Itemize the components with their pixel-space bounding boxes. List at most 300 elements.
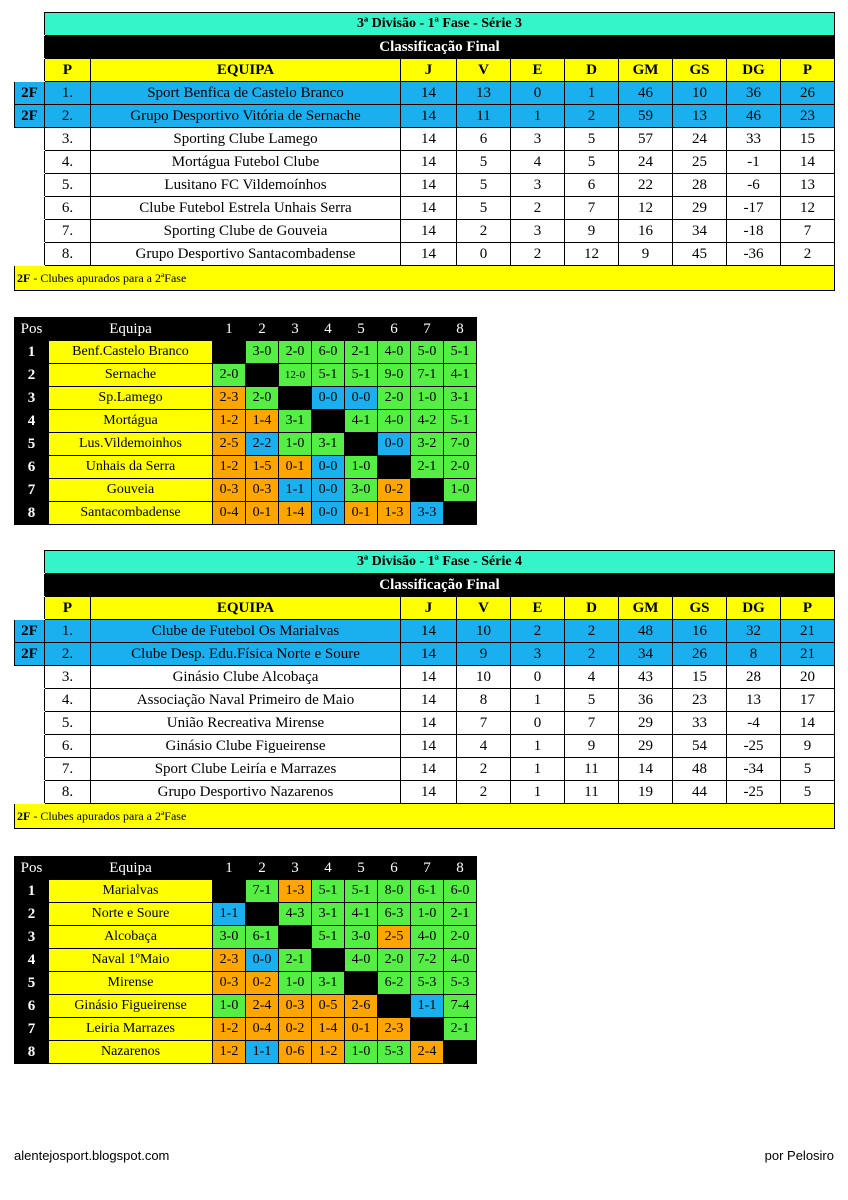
matrix-team: Mortágua: [49, 410, 213, 433]
matrix-result-cell: 4-0: [345, 949, 378, 972]
matrix-result-cell: 2-4: [411, 1041, 444, 1064]
matrix-result-cell: 3-1: [444, 387, 477, 410]
cell-j: 14: [401, 220, 457, 243]
cell-dg: -1: [727, 151, 781, 174]
cell-pos: 6.: [45, 197, 91, 220]
cell-v: 13: [457, 82, 511, 105]
cell-team: Sport Benfica de Castelo Branco: [91, 82, 401, 105]
matrix-result-cell: 0-0: [312, 479, 345, 502]
matrix-row: [15, 410, 477, 433]
cell-gm: 19: [619, 781, 673, 804]
cell-gm: 34: [619, 643, 673, 666]
standings-row: [15, 620, 835, 643]
matrix-result-cell: 0-3: [213, 479, 246, 502]
matrix-col-header: 7: [411, 857, 444, 880]
matrix-team: Alcobaça: [49, 926, 213, 949]
matrix-result-cell: 2-0: [279, 341, 312, 364]
cell-team: Mortágua Futebol Clube: [91, 151, 401, 174]
matrix-row: [15, 479, 477, 502]
cell-d: 2: [565, 643, 619, 666]
matrix-team: Sernache: [49, 364, 213, 387]
cell-pos: 8.: [45, 781, 91, 804]
matrix-result-cell: 6-1: [246, 926, 279, 949]
cell-team: União Recreativa Mirense: [91, 712, 401, 735]
cell-e: 1: [511, 689, 565, 712]
cell-e: 1: [511, 781, 565, 804]
matrix-result-cell: 3-0: [345, 926, 378, 949]
footer-site-link[interactable]: alentejosport.blogspot.com: [14, 1148, 170, 1163]
matrix-result-cell: 1-3: [279, 880, 312, 903]
matrix-result-cell: 3-0: [213, 926, 246, 949]
cell-j: 14: [401, 197, 457, 220]
cell-p: 14: [781, 151, 835, 174]
matrix-self-cell: [378, 456, 411, 479]
cell-d: 9: [565, 735, 619, 758]
cell-team: Lusitano FC Vildemoínhos: [91, 174, 401, 197]
cell-dg: -17: [727, 197, 781, 220]
cell-j: 14: [401, 781, 457, 804]
cell-pos: 8.: [45, 243, 91, 266]
serie4-subtitle: Classificação Final: [45, 574, 835, 597]
matrix-col-header: 6: [378, 857, 411, 880]
matrix-result-cell: 0-2: [378, 479, 411, 502]
matrix-result-cell: 2-1: [444, 1018, 477, 1041]
cell-j: 14: [401, 689, 457, 712]
cell-v: 11: [457, 105, 511, 128]
cell-p: 14: [781, 712, 835, 735]
cell-gs: 33: [673, 712, 727, 735]
matrix-result-cell: 1-4: [312, 1018, 345, 1041]
cell-v: 2: [457, 781, 511, 804]
cell-v: 9: [457, 643, 511, 666]
matrix-pos: 1: [15, 341, 49, 364]
cell-v: 0: [457, 243, 511, 266]
matrix-team: Norte e Soure: [49, 903, 213, 926]
matrix-team: Leiria Marrazes: [49, 1018, 213, 1041]
col-header: GS: [673, 59, 727, 82]
cell-p: 17: [781, 689, 835, 712]
matrix-result-cell: 3-1: [279, 410, 312, 433]
matrix-result-cell: 1-4: [279, 502, 312, 525]
matrix-result-cell: 1-1: [213, 903, 246, 926]
matrix-result-cell: 6-1: [411, 880, 444, 903]
cell-p: 13: [781, 174, 835, 197]
matrix-result-cell: 4-0: [378, 341, 411, 364]
matrix-row: [15, 903, 477, 926]
cell-p: 23: [781, 105, 835, 128]
matrix-result-cell: 0-3: [213, 972, 246, 995]
cell-p: 9: [781, 735, 835, 758]
qualified-tag: [15, 666, 45, 689]
matrix-result-cell: 1-1: [279, 479, 312, 502]
cell-e: 0: [511, 666, 565, 689]
matrix-result-cell: 0-2: [246, 972, 279, 995]
matrix-result-cell: 3-1: [312, 433, 345, 456]
cell-v: 6: [457, 128, 511, 151]
cell-gs: 54: [673, 735, 727, 758]
cell-team: Sporting Clube de Gouveia: [91, 220, 401, 243]
matrix-result-cell: 5-1: [312, 880, 345, 903]
matrix-row: [15, 949, 477, 972]
cell-e: 1: [511, 758, 565, 781]
cell-gm: 22: [619, 174, 673, 197]
cell-v: 2: [457, 220, 511, 243]
matrix-result-cell: 0-0: [312, 387, 345, 410]
matrix-result-cell: 2-0: [246, 387, 279, 410]
matrix-result-cell: 0-1: [345, 502, 378, 525]
matrix-col-header: 3: [279, 857, 312, 880]
matrix-result-cell: 0-4: [213, 502, 246, 525]
matrix-result-cell: 2-3: [213, 387, 246, 410]
cell-p: 12: [781, 197, 835, 220]
cell-pos: 4.: [45, 689, 91, 712]
matrix-result-cell: 5-1: [312, 926, 345, 949]
standings-row: [15, 197, 835, 220]
col-header: GS: [673, 597, 727, 620]
matrix-result-cell: 3-2: [411, 433, 444, 456]
matrix-pos: 4: [15, 410, 49, 433]
cell-dg: -36: [727, 243, 781, 266]
matrix-col-header: 4: [312, 857, 345, 880]
matrix-result-cell: 9-0: [378, 364, 411, 387]
cell-dg: -25: [727, 781, 781, 804]
matrix-result-cell: 0-5: [312, 995, 345, 1018]
qualified-tag: [15, 174, 45, 197]
matrix-result-cell: 6-3: [378, 903, 411, 926]
serie3-standings-table: [14, 12, 835, 291]
cell-pos: 7.: [45, 220, 91, 243]
matrix-result-cell: 0-3: [246, 479, 279, 502]
matrix-result-cell: 0-4: [246, 1018, 279, 1041]
cell-v: 5: [457, 197, 511, 220]
col-header: EQUIPA: [91, 59, 401, 82]
cell-dg: -4: [727, 712, 781, 735]
matrix-result-cell: 0-0: [312, 502, 345, 525]
cell-team: Clube de Futebol Os Marialvas: [91, 620, 401, 643]
matrix-result-cell: 1-0: [279, 433, 312, 456]
matrix-row: [15, 387, 477, 410]
matrix-self-cell: [279, 926, 312, 949]
cell-p: 21: [781, 643, 835, 666]
cell-dg: -6: [727, 174, 781, 197]
cell-gm: 24: [619, 151, 673, 174]
col-header: D: [565, 597, 619, 620]
cell-j: 14: [401, 243, 457, 266]
matrix-team: Ginásio Figueirense: [49, 995, 213, 1018]
matrix-col-header: 1: [213, 318, 246, 341]
matrix-result-cell: 1-0: [345, 1041, 378, 1064]
cell-pos: 4.: [45, 151, 91, 174]
cell-gm: 48: [619, 620, 673, 643]
cell-gs: 25: [673, 151, 727, 174]
matrix-self-cell: [345, 433, 378, 456]
cell-j: 14: [401, 712, 457, 735]
matrix-self-cell: [345, 972, 378, 995]
cell-e: 3: [511, 220, 565, 243]
cell-dg: -18: [727, 220, 781, 243]
cell-dg: 46: [727, 105, 781, 128]
matrix-result-cell: 4-1: [345, 410, 378, 433]
matrix-team: Naval 1ºMaio: [49, 949, 213, 972]
matrix-result-cell: 4-1: [345, 903, 378, 926]
matrix-team: Sp.Lamego: [49, 387, 213, 410]
col-header: GM: [619, 597, 673, 620]
cell-d: 5: [565, 689, 619, 712]
cell-e: 3: [511, 174, 565, 197]
matrix-result-cell: 5-3: [444, 972, 477, 995]
cell-v: 10: [457, 666, 511, 689]
cell-v: 4: [457, 735, 511, 758]
matrix-result-cell: 0-0: [246, 949, 279, 972]
matrix-self-cell: [213, 880, 246, 903]
cell-team: Grupo Desportivo Santacombadense: [91, 243, 401, 266]
cell-gs: 28: [673, 174, 727, 197]
matrix-result-cell: 1-3: [378, 502, 411, 525]
cell-p: 7: [781, 220, 835, 243]
standings-row: [15, 781, 835, 804]
matrix-result-cell: 3-3: [411, 502, 444, 525]
standings-row: [15, 666, 835, 689]
matrix-col-header: 6: [378, 318, 411, 341]
cell-gs: 16: [673, 620, 727, 643]
matrix-result-cell: 1-2: [213, 1018, 246, 1041]
cell-gs: 24: [673, 128, 727, 151]
matrix-result-cell: 2-3: [213, 949, 246, 972]
matrix-pos: 7: [15, 1018, 49, 1041]
serie4-results-matrix: [14, 856, 477, 1064]
qualified-tag: [15, 151, 45, 174]
cell-j: 14: [401, 735, 457, 758]
col-header: P: [781, 59, 835, 82]
matrix-result-cell: 2-2: [246, 433, 279, 456]
matrix-col-header: Pos: [15, 857, 49, 880]
matrix-self-cell: [213, 341, 246, 364]
matrix-col-header: 8: [444, 318, 477, 341]
cell-d: 9: [565, 220, 619, 243]
cell-d: 12: [565, 243, 619, 266]
cell-gm: 29: [619, 712, 673, 735]
serie3-header-row: [15, 59, 835, 82]
cell-v: 10: [457, 620, 511, 643]
cell-v: 5: [457, 174, 511, 197]
cell-e: 2: [511, 243, 565, 266]
col-header: J: [401, 597, 457, 620]
cell-j: 14: [401, 643, 457, 666]
matrix-row: [15, 1041, 477, 1064]
matrix-pos: 8: [15, 502, 49, 525]
matrix-result-cell: 1-0: [345, 456, 378, 479]
cell-gm: 36: [619, 689, 673, 712]
cell-team: Grupo Desportivo Vitória de Sernache: [91, 105, 401, 128]
matrix-result-cell: 2-4: [246, 995, 279, 1018]
qualified-tag: [15, 781, 45, 804]
matrix-row: [15, 926, 477, 949]
matrix-result-cell: 6-0: [312, 341, 345, 364]
cell-p: 21: [781, 620, 835, 643]
matrix-team: Santacombadense: [49, 502, 213, 525]
matrix-row: [15, 880, 477, 903]
matrix-result-cell: 6-0: [444, 880, 477, 903]
serie3-matrix-header: [15, 318, 477, 341]
matrix-result-cell: 2-6: [345, 995, 378, 1018]
serie4-matrix-header: [15, 857, 477, 880]
matrix-result-cell: 2-0: [378, 387, 411, 410]
col-header: P: [45, 59, 91, 82]
cell-d: 5: [565, 151, 619, 174]
cell-d: 4: [565, 666, 619, 689]
standings-row: [15, 689, 835, 712]
serie3-note: 2F - Clubes apurados para a 2ªFase: [15, 266, 835, 291]
matrix-team: Unhais da Serra: [49, 456, 213, 479]
cell-team: Sporting Clube Lamego: [91, 128, 401, 151]
cell-gs: 45: [673, 243, 727, 266]
cell-gs: 13: [673, 105, 727, 128]
qualified-tag: [15, 758, 45, 781]
matrix-result-cell: 7-1: [411, 364, 444, 387]
matrix-self-cell: [444, 502, 477, 525]
matrix-row: [15, 502, 477, 525]
cell-p: 15: [781, 128, 835, 151]
cell-dg: 33: [727, 128, 781, 151]
matrix-team: Nazarenos: [49, 1041, 213, 1064]
matrix-result-cell: 3-0: [345, 479, 378, 502]
cell-d: 11: [565, 758, 619, 781]
matrix-pos: 4: [15, 949, 49, 972]
cell-team: Grupo Desportivo Nazarenos: [91, 781, 401, 804]
cell-d: 1: [565, 82, 619, 105]
matrix-pos: 6: [15, 995, 49, 1018]
col-header: EQUIPA: [91, 597, 401, 620]
col-header: P: [781, 597, 835, 620]
matrix-result-cell: 2-3: [378, 1018, 411, 1041]
cell-gm: 59: [619, 105, 673, 128]
matrix-result-cell: 6-2: [378, 972, 411, 995]
matrix-result-cell: 1-0: [411, 903, 444, 926]
cell-d: 7: [565, 712, 619, 735]
cell-d: 2: [565, 105, 619, 128]
cell-v: 2: [457, 758, 511, 781]
qualified-tag: [15, 243, 45, 266]
col-header: GM: [619, 59, 673, 82]
matrix-team: Benf.Castelo Branco: [49, 341, 213, 364]
cell-j: 14: [401, 128, 457, 151]
standings-row: [15, 643, 835, 666]
matrix-result-cell: 0-1: [345, 1018, 378, 1041]
matrix-self-cell: [312, 410, 345, 433]
matrix-pos: 5: [15, 972, 49, 995]
cell-d: 6: [565, 174, 619, 197]
matrix-result-cell: 7-0: [444, 433, 477, 456]
matrix-pos: 2: [15, 903, 49, 926]
matrix-result-cell: 7-2: [411, 949, 444, 972]
col-header: J: [401, 59, 457, 82]
cell-team: Clube Desp. Edu.Física Norte e Soure: [91, 643, 401, 666]
matrix-self-cell: [312, 949, 345, 972]
col-header: V: [457, 59, 511, 82]
matrix-result-cell: 4-3: [279, 903, 312, 926]
matrix-self-cell: [279, 387, 312, 410]
cell-d: 11: [565, 781, 619, 804]
matrix-result-cell: 5-1: [345, 364, 378, 387]
cell-j: 14: [401, 758, 457, 781]
standings-row: [15, 758, 835, 781]
matrix-result-cell: 2-0: [213, 364, 246, 387]
cell-pos: 3.: [45, 128, 91, 151]
cell-v: 7: [457, 712, 511, 735]
cell-team: Clube Futebol Estrela Unhais Serra: [91, 197, 401, 220]
matrix-pos: 7: [15, 479, 49, 502]
cell-gm: 12: [619, 197, 673, 220]
qualified-tag: [15, 735, 45, 758]
cell-gs: 26: [673, 643, 727, 666]
matrix-row: [15, 456, 477, 479]
matrix-result-cell: 4-0: [444, 949, 477, 972]
cell-e: 0: [511, 712, 565, 735]
cell-gm: 57: [619, 128, 673, 151]
matrix-result-cell: 1-2: [312, 1041, 345, 1064]
cell-dg: 8: [727, 643, 781, 666]
matrix-result-cell: 5-3: [378, 1041, 411, 1064]
cell-dg: 13: [727, 689, 781, 712]
cell-e: 1: [511, 105, 565, 128]
matrix-pos: 3: [15, 387, 49, 410]
matrix-result-cell: 1-0: [411, 387, 444, 410]
matrix-result-cell: 2-1: [444, 903, 477, 926]
cell-gm: 29: [619, 735, 673, 758]
standings-row: [15, 105, 835, 128]
matrix-self-cell: [246, 903, 279, 926]
cell-j: 14: [401, 174, 457, 197]
matrix-result-cell: 1-1: [411, 995, 444, 1018]
matrix-col-header: 2: [246, 857, 279, 880]
cell-team: Associação Naval Primeiro de Maio: [91, 689, 401, 712]
cell-dg: 36: [727, 82, 781, 105]
cell-gs: 44: [673, 781, 727, 804]
matrix-result-cell: 2-5: [378, 926, 411, 949]
matrix-result-cell: 4-0: [378, 410, 411, 433]
col-header: P: [45, 597, 91, 620]
matrix-result-cell: 1-1: [246, 1041, 279, 1064]
col-header: DG: [727, 59, 781, 82]
matrix-pos: 8: [15, 1041, 49, 1064]
cell-gm: 16: [619, 220, 673, 243]
cell-gm: 46: [619, 82, 673, 105]
qualified-tag: [15, 220, 45, 243]
matrix-self-cell: [411, 1018, 444, 1041]
matrix-result-cell: 1-5: [246, 456, 279, 479]
cell-gs: 29: [673, 197, 727, 220]
cell-pos: 5.: [45, 712, 91, 735]
qualified-tag: [15, 197, 45, 220]
cell-p: 5: [781, 758, 835, 781]
cell-pos: 5.: [45, 174, 91, 197]
cell-p: 20: [781, 666, 835, 689]
cell-d: 5: [565, 128, 619, 151]
matrix-result-cell: 1-4: [246, 410, 279, 433]
matrix-result-cell: 0-1: [279, 456, 312, 479]
matrix-result-cell: 1-0: [213, 995, 246, 1018]
cell-p: 5: [781, 781, 835, 804]
matrix-pos: 6: [15, 456, 49, 479]
cell-gs: 23: [673, 689, 727, 712]
matrix-result-cell: 0-0: [378, 433, 411, 456]
standings-row: [15, 174, 835, 197]
matrix-col-header: 5: [345, 318, 378, 341]
col-header: D: [565, 59, 619, 82]
matrix-result-cell: 0-6: [279, 1041, 312, 1064]
standings-row: [15, 82, 835, 105]
cell-team: Ginásio Clube Alcobaça: [91, 666, 401, 689]
